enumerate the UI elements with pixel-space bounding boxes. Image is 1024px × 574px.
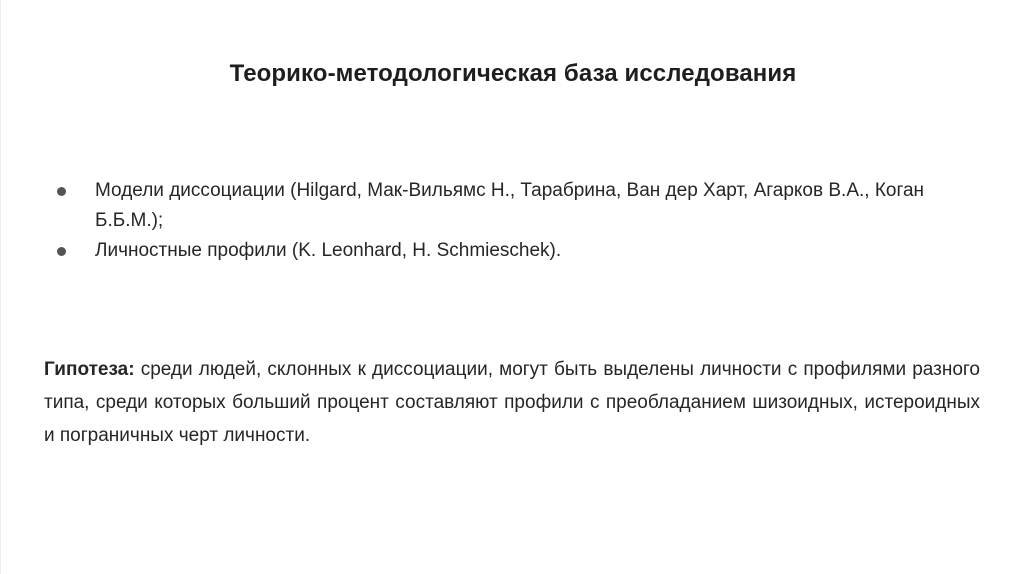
slide-title: Теорико-методологическая база исследования xyxy=(229,60,797,87)
bullet-text: Личностные профили (K. Leonhard, H. Schmieschek). xyxy=(95,240,562,261)
hypothesis-label: Гипотеза: xyxy=(44,359,135,380)
bullet-item-dissociation-models xyxy=(57,176,987,236)
bullet-dot-icon xyxy=(57,247,66,256)
bullet-text: Модели диссоциации (Hilgard, Мак-Вильямс Н., Тарабрина, Ван дер Харт, Агарков В.А., Коган Б.Б.М.); xyxy=(95,180,925,231)
hypothesis-paragraph xyxy=(44,353,980,452)
bullet-item-personality-profiles xyxy=(57,236,987,266)
hypothesis-text: среди людей, склонных к диссоциации, могут быть выделены личности с профилями разного типа, среди которых больший процент составляют профили с преобладанием шизоидных, истероидных и пограничных черт личности. xyxy=(44,359,980,446)
bullet-dot-icon xyxy=(57,187,66,196)
bullet-list xyxy=(57,176,987,266)
